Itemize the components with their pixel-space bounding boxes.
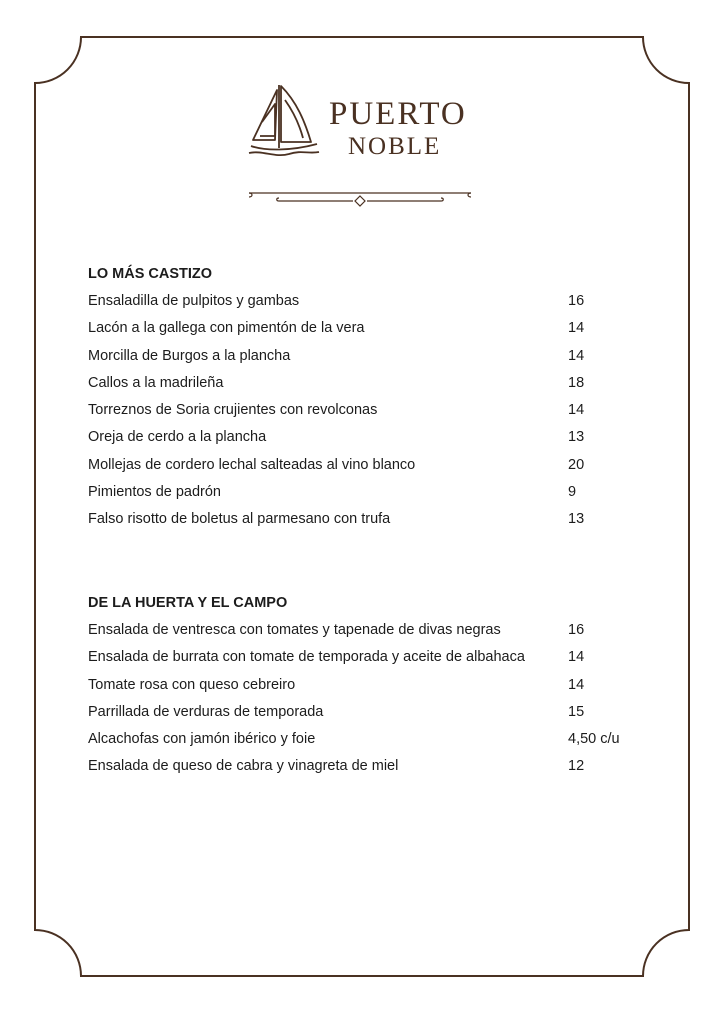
- section-title: LO MÁS CASTIZO: [88, 266, 213, 282]
- menu-item-name: Ensalada de burrata con tomate de temporada y aceite de albahaca: [88, 649, 525, 666]
- menu-item-price: 18: [568, 374, 585, 391]
- menu-item: [88, 400, 648, 427]
- menu-section-de-la-huerta: [88, 593, 648, 784]
- menu-item-price: 16: [568, 622, 585, 638]
- menu-item: [88, 675, 648, 702]
- menu-item-name: Ensalada de queso de cabra y vinagreta de miel: [88, 758, 399, 775]
- menu-item-price: 12: [568, 758, 585, 775]
- menu-item: [88, 756, 648, 783]
- menu-item-name: Oreja de cerdo a la plancha: [88, 429, 267, 446]
- menu-item-name: Mollejas de cordero lechal salteadas al vino blanco: [88, 456, 416, 473]
- brand-name-line2: NOBLE: [348, 133, 442, 160]
- menu-item-price: 13: [568, 511, 585, 528]
- menu-item-name: Callos a la madrileña: [88, 374, 224, 391]
- menu-item: [88, 729, 648, 756]
- sailboat-icon: [245, 82, 323, 164]
- menu-item-name: Ensalada de ventresca con tomates y tapenade de divas negras: [88, 622, 501, 638]
- menu-item-name: Morcilla de Burgos a la plancha: [88, 347, 291, 364]
- menu-item: [88, 318, 648, 345]
- menu-item-price: 14: [568, 320, 585, 337]
- menu-item-name: Falso risotto de boletus al parmesano con trufa: [88, 511, 391, 528]
- menu-item: [88, 509, 648, 536]
- menu-item-price: 20: [568, 456, 585, 473]
- menu-item-price: 14: [568, 402, 585, 419]
- menu-item: [88, 346, 648, 373]
- menu-item: [88, 482, 648, 509]
- restaurant-logo: [245, 82, 475, 166]
- menu-item-name: Torreznos de Soria crujientes con revolconas: [88, 402, 378, 419]
- menu-item: [88, 702, 648, 729]
- menu-item-name: Tomate rosa con queso cebreiro: [88, 676, 296, 693]
- menu-item-price: 16: [568, 293, 585, 309]
- menu-item: [88, 427, 648, 454]
- menu-item: [88, 647, 648, 674]
- brand-name-line1: PUERTO: [329, 96, 467, 132]
- menu-item-name: Parrillada de verduras de temporada: [88, 703, 324, 720]
- menu-item-price: 14: [568, 347, 585, 364]
- menu-section-lo-mas-castizo: [88, 264, 648, 537]
- menu-item: [88, 373, 648, 400]
- menu-item-name: Alcachofas con jamón ibérico y foie: [88, 731, 316, 748]
- section-title: DE LA HUERTA Y EL CAMPO: [88, 595, 288, 611]
- menu-item: [88, 291, 648, 318]
- menu-item-name: Pimientos de padrón: [88, 484, 221, 501]
- menu-item-price: 15: [568, 703, 585, 720]
- menu-item-price: 14: [568, 676, 585, 693]
- menu-item-price: 9: [568, 484, 577, 501]
- menu-item-name: Ensaladilla de pulpitos y gambas: [88, 293, 300, 309]
- menu-item: [88, 620, 648, 647]
- menu-item: [88, 455, 648, 482]
- ornamental-divider: [247, 188, 473, 208]
- menu-item-price: 14: [568, 649, 585, 666]
- menu-item-price: 13: [568, 429, 585, 446]
- menu-item-price: 4,50 c/u: [568, 731, 620, 748]
- menu-item-name: Lacón a la gallega con pimentón de la vera: [88, 320, 365, 337]
